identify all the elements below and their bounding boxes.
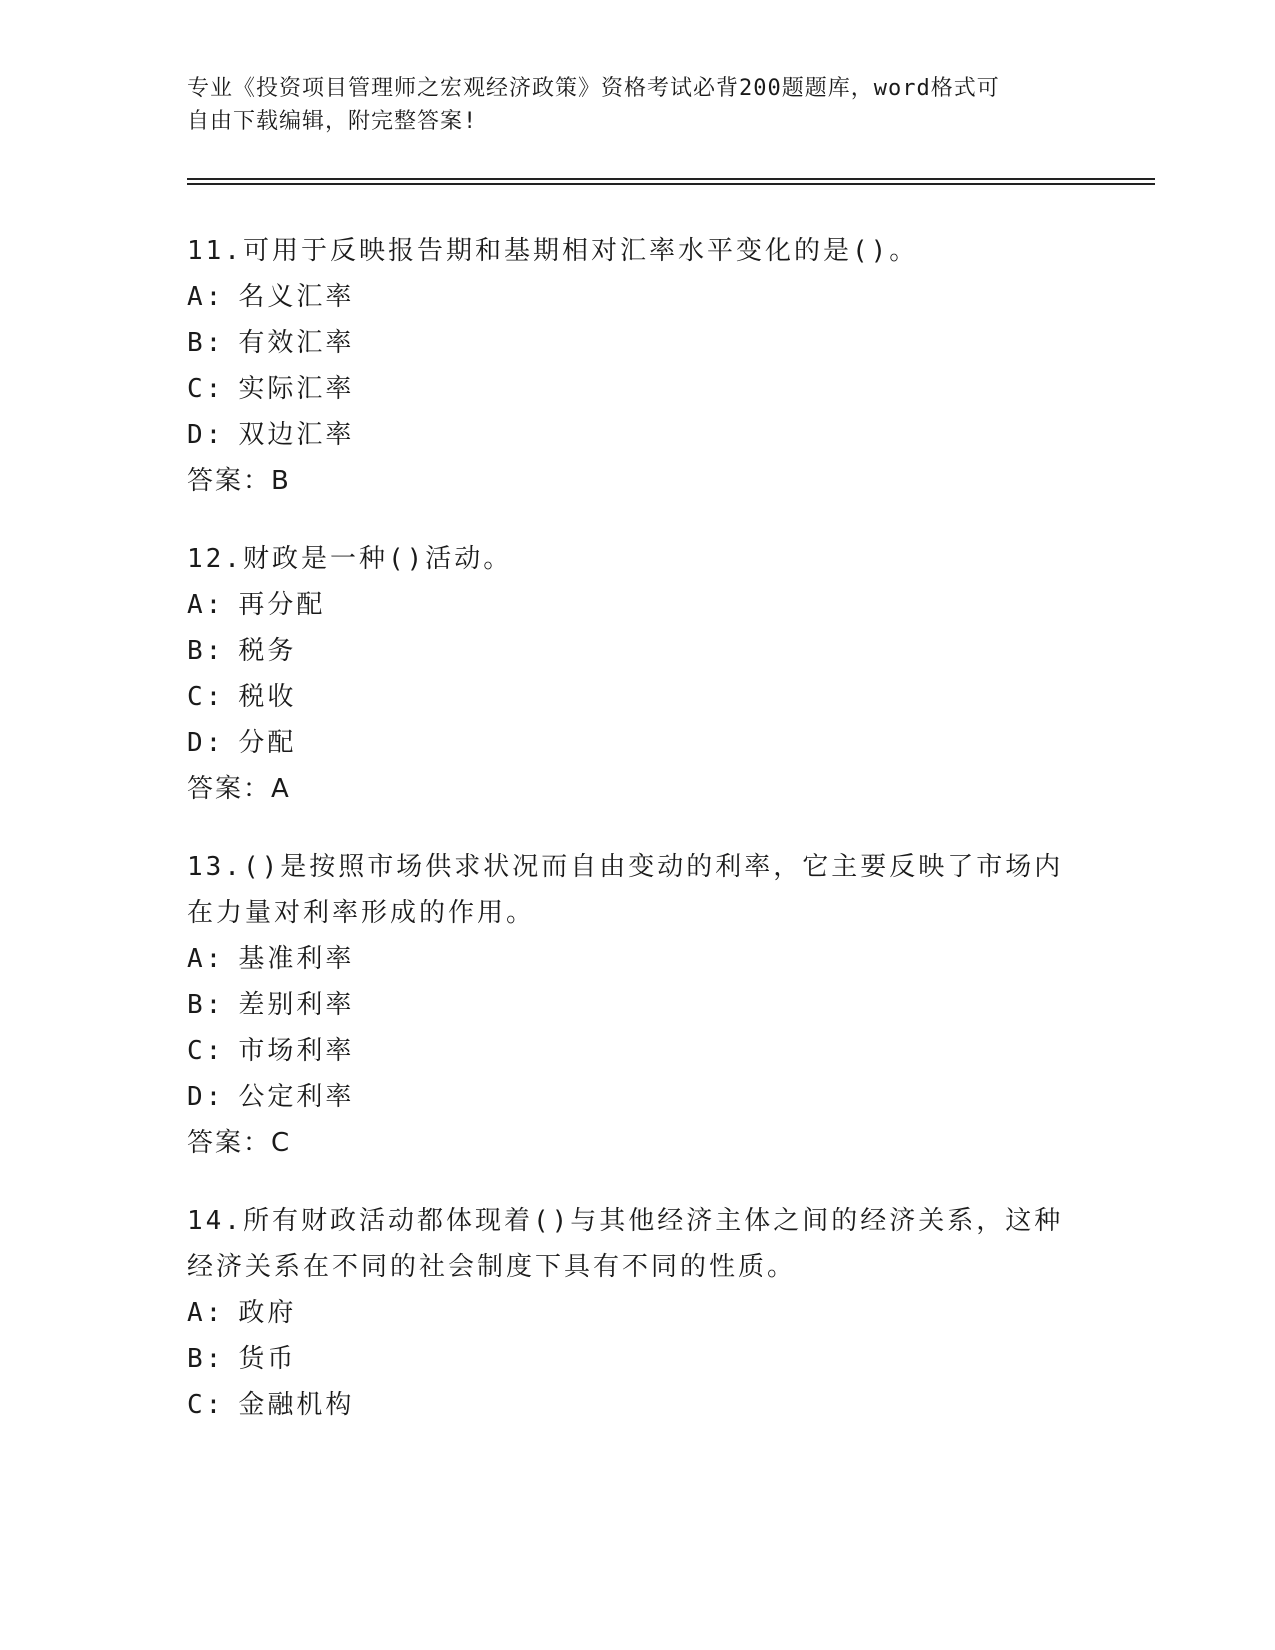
option-a [187, 936, 1087, 982]
option-letter: C: [187, 1036, 225, 1066]
option-a [187, 274, 1087, 320]
option-letter: B: [187, 990, 225, 1020]
question-item [187, 844, 1087, 1166]
option-d [187, 412, 1087, 458]
option-text: 市场利率 [238, 1036, 355, 1066]
option-text: 实际汇率 [238, 374, 355, 404]
option-text: 货币 [238, 1344, 297, 1374]
option-letter: C: [187, 1390, 225, 1420]
option-text: 政府 [238, 1298, 297, 1328]
option-letter: A: [187, 590, 225, 620]
answer-line: 答案：A [187, 774, 291, 804]
header-title-line-1: 专业《投资项目管理师之宏观经济政策》资格考试必背200题题库，word格式可 [187, 76, 1000, 101]
option-text: 名义汇率 [238, 282, 355, 312]
option-c [187, 366, 1087, 412]
option-d [187, 720, 1087, 766]
option-letter: D: [187, 420, 225, 450]
option-b [187, 320, 1087, 366]
option-a [187, 1290, 1087, 1336]
option-letter: D: [187, 1082, 225, 1112]
option-letter: C: [187, 682, 225, 712]
option-b [187, 1336, 1087, 1382]
question-stem: 13.()是按照市场供求状况而自由变动的利率，它主要反映了市场内在力量对利率形成的作用。 [187, 852, 1064, 928]
option-text: 再分配 [238, 590, 326, 620]
option-text: 分配 [238, 728, 297, 758]
option-b [187, 982, 1087, 1028]
option-c [187, 1028, 1087, 1074]
option-letter: A: [187, 282, 225, 312]
header-title-line-2: 自由下载编辑，附完整答案! [187, 109, 478, 134]
document-header [187, 72, 1067, 138]
option-text: 双边汇率 [238, 420, 355, 450]
option-text: 基准利率 [238, 944, 355, 974]
option-c [187, 674, 1087, 720]
option-letter: A: [187, 1298, 225, 1328]
question-stem: 11.可用于反映报告期和基期相对汇率水平变化的是()。 [187, 236, 919, 266]
question-item [187, 536, 1087, 812]
option-letter: A: [187, 944, 225, 974]
question-item [187, 1198, 1087, 1428]
option-a [187, 582, 1087, 628]
option-letter: B: [187, 1344, 225, 1374]
option-letter: B: [187, 328, 225, 358]
question-list [187, 228, 1087, 1460]
option-text: 税务 [238, 636, 297, 666]
question-stem: 12.财政是一种()活动。 [187, 544, 513, 574]
option-letter: D: [187, 728, 225, 758]
option-text: 金融机构 [238, 1390, 355, 1420]
answer-line: 答案：C [187, 1128, 292, 1158]
option-letter: C: [187, 374, 225, 404]
option-text: 公定利率 [238, 1082, 355, 1112]
option-b [187, 628, 1087, 674]
question-item [187, 228, 1087, 504]
option-letter: B: [187, 636, 225, 666]
header-divider-bottom [187, 183, 1155, 185]
option-text: 差别利率 [238, 990, 355, 1020]
option-text: 税收 [238, 682, 297, 712]
question-stem: 14.所有财政活动都体现着()与其他经济主体之间的经济关系，这种经济关系在不同的社会制度下具有不同的性质。 [187, 1206, 1064, 1282]
option-text: 有效汇率 [238, 328, 355, 358]
option-d [187, 1074, 1087, 1120]
header-divider-top [187, 178, 1155, 180]
option-c [187, 1382, 1087, 1428]
answer-line: 答案：B [187, 466, 291, 496]
